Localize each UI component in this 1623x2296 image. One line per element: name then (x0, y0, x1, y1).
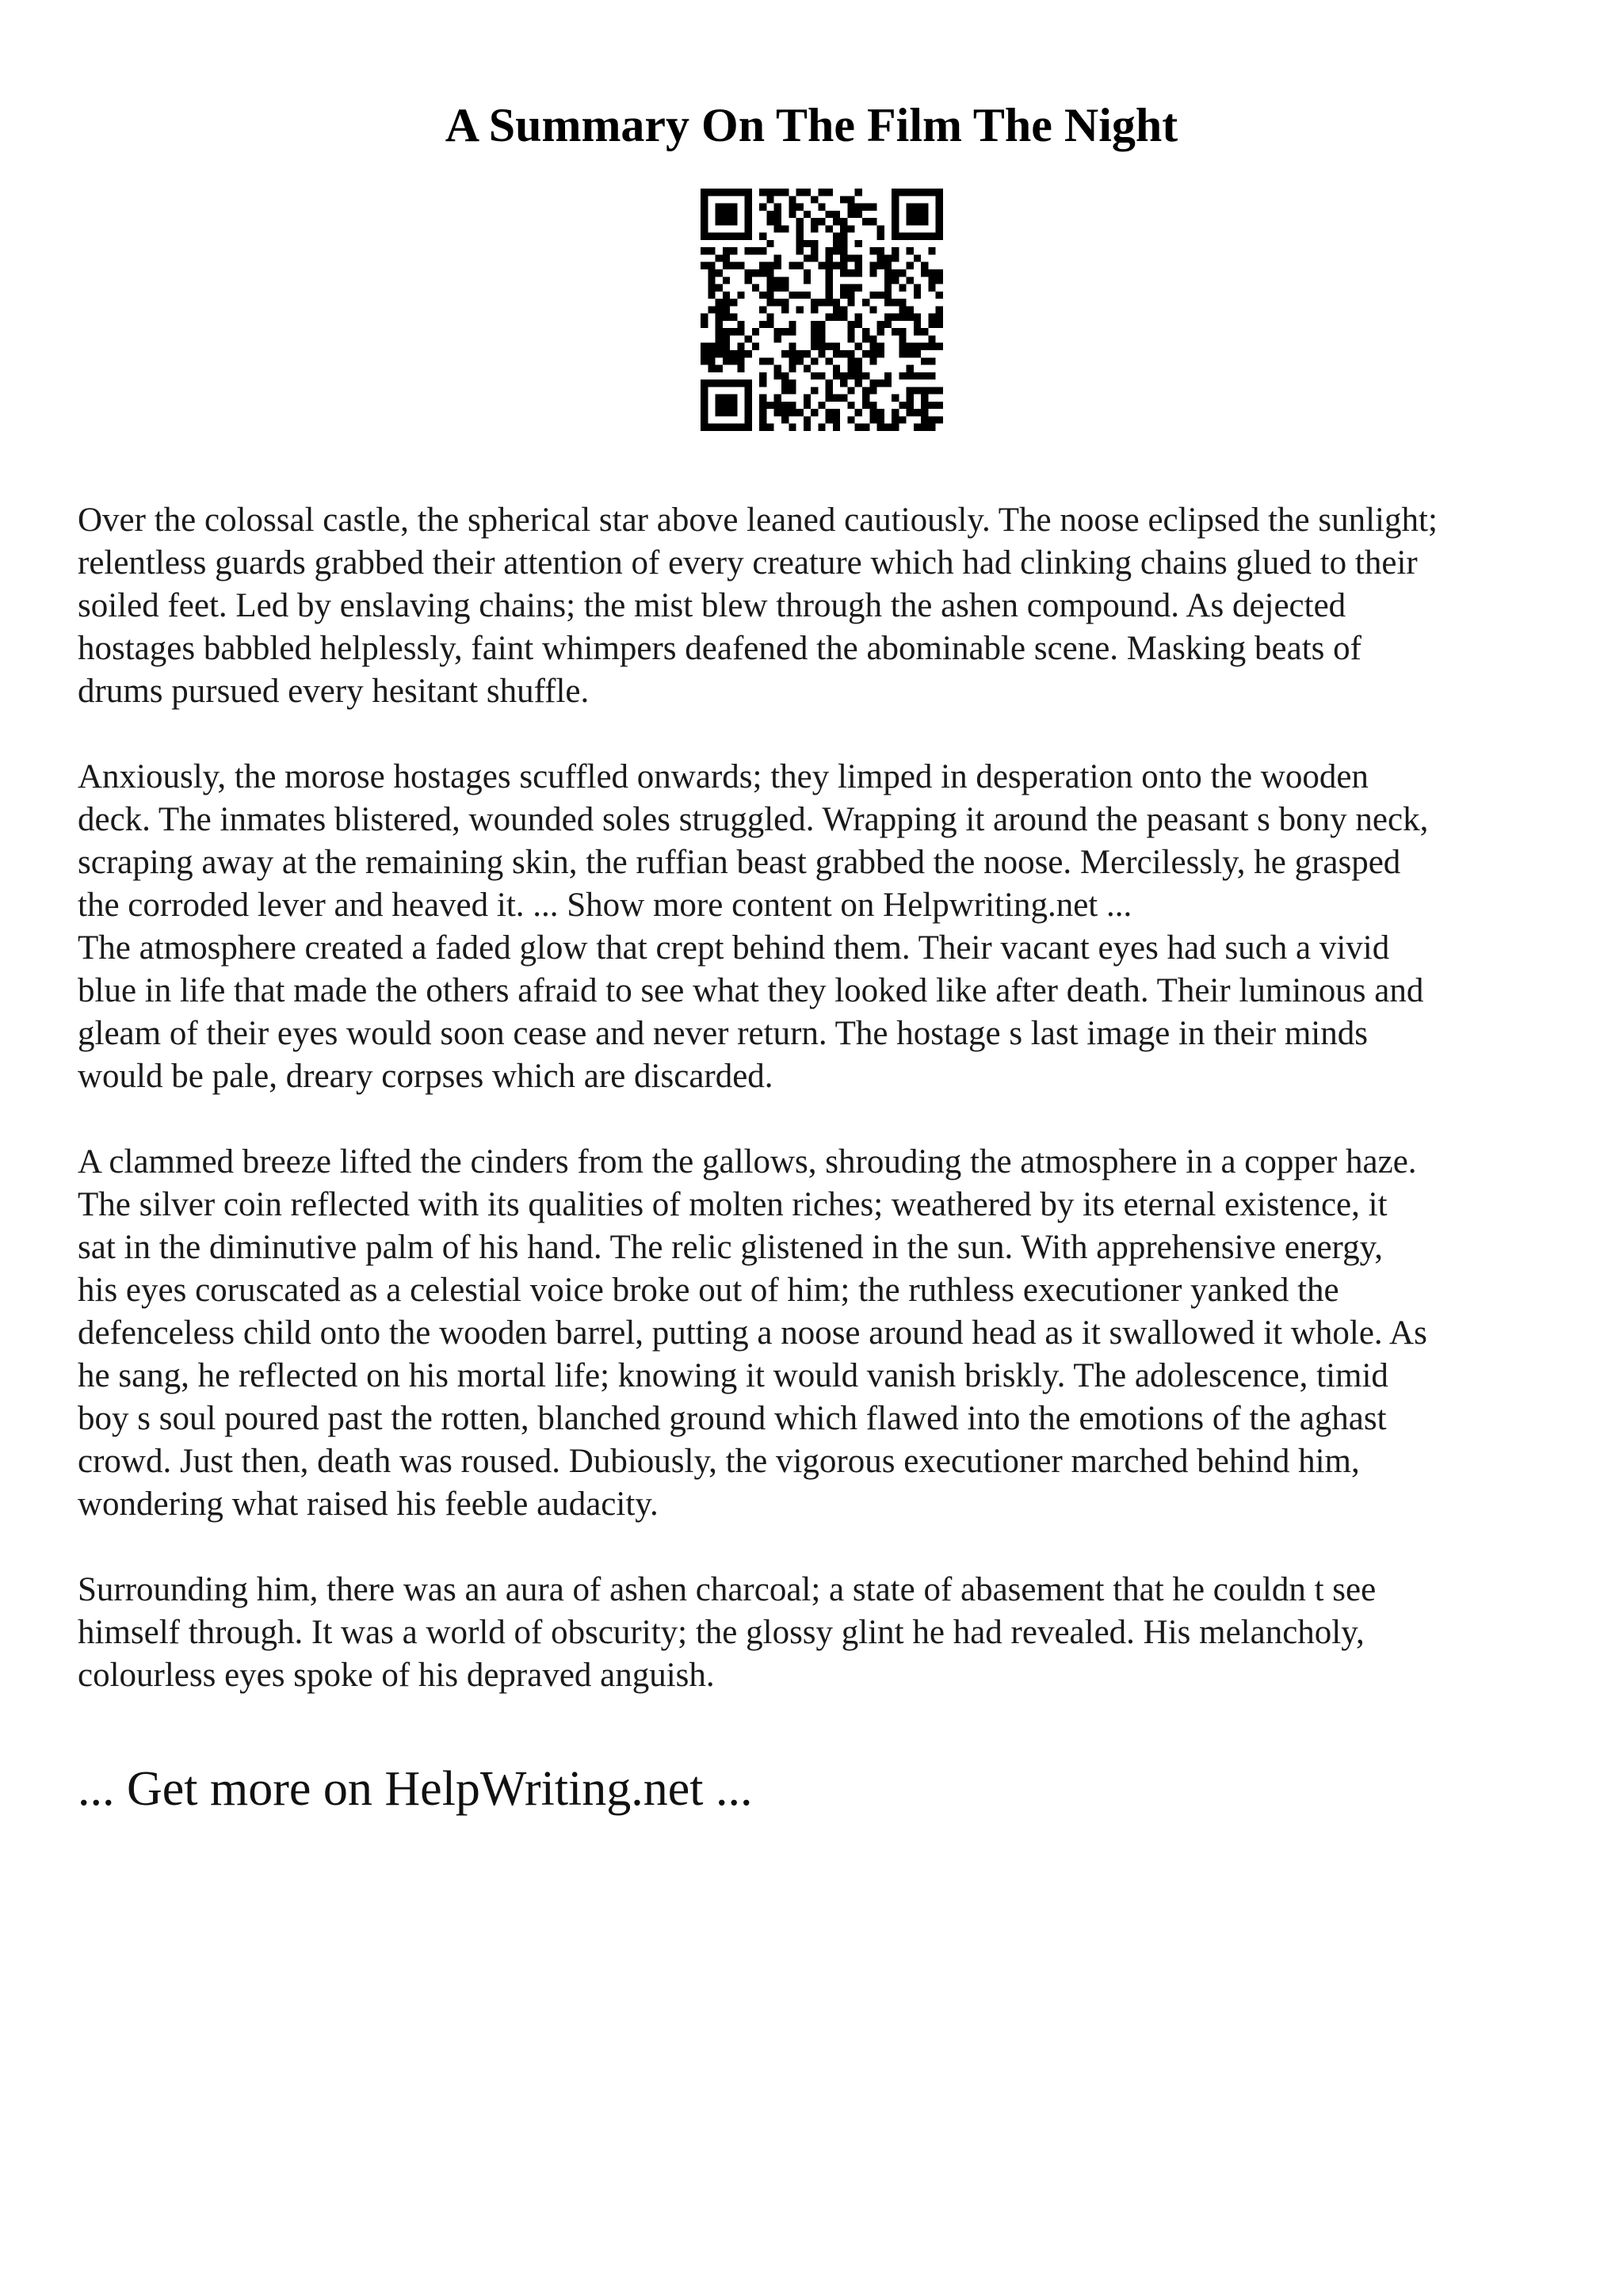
paragraph (78, 1569, 1568, 1697)
text-line: Over the colossal castle, the spherical star above leaned cautiously. The noose eclipsed the sunlight; (78, 502, 1438, 539)
text-line: his eyes coruscated as a celestial voice broke out of him; the ruthless executioner yanked the (78, 1272, 1339, 1309)
text-line: gleam of their eyes would soon cease and never return. The hostage s last image in their minds (78, 1015, 1368, 1052)
qr-code-icon (701, 189, 943, 431)
text-line: sat in the diminutive palm of his hand. The relic glistened in the sun. With apprehensive energy, (78, 1229, 1384, 1266)
text-line: soiled feet. Led by enslaving chains; the mist blew through the ashen compound. As dejected (78, 587, 1346, 624)
text-line: The atmosphere created a faded glow that crept behind them. Their vacant eyes had such a vivid (78, 929, 1390, 967)
article-body (78, 499, 1568, 1697)
text-line: colourless eyes spoke of his depraved anguish. (78, 1657, 715, 1694)
text-line: wondering what raised his feeble audacity. (78, 1486, 659, 1523)
text-line: relentless guards grabbed their attention of every creature which had clinking chains glued to their (78, 544, 1418, 582)
text-line: hostages babbled helplessly, faint whimpers deafened the abominable scene. Masking beats of (78, 630, 1361, 667)
text-line: the corroded lever and heaved it. ... Show more content on Helpwriting.net ... (78, 887, 1132, 924)
text-line: would be pale, dreary corpses which are discarded. (78, 1058, 773, 1095)
text-line: defenceless child onto the wooden barrel, putting a noose around head as it swallowed it whole. As (78, 1314, 1427, 1352)
text-line: Anxiously, the morose hostages scuffled onwards; they limped in desperation onto the wooden (78, 758, 1369, 795)
text-line: crowd. Just then, death was roused. Dubiously, the vigorous executioner marched behind him, (78, 1443, 1360, 1480)
paragraph (78, 1141, 1568, 1526)
text-line: A clammed breeze lifted the cinders from the gallows, shrouding the atmosphere in a copper haze. (78, 1143, 1417, 1180)
text-line: boy s soul poured past the rotten, blanched ground which flawed into the emotions of the aghast (78, 1400, 1387, 1437)
text-line: blue in life that made the others afraid to see what they looked like after death. Their luminous and (78, 972, 1424, 1009)
footer-link-text[interactable]: ... Get more on HelpWriting.net ... (78, 1762, 753, 1816)
document-title: A Summary On The Film The Night (445, 99, 1178, 151)
text-line: Surrounding him, there was an aura of ashen charcoal; a state of abasement that he couldn t see (78, 1571, 1377, 1608)
paragraph (78, 756, 1568, 1098)
text-line: scraping away at the remaining skin, the ruffian beast grabbed the noose. Mercilessly, he grasped (78, 844, 1401, 881)
text-line: deck. The inmates blistered, wounded soles struggled. Wrapping it around the peasant s bony neck, (78, 801, 1429, 838)
text-line: he sang, he reflected on his mortal life; knowing it would vanish briskly. The adolescence, timid (78, 1357, 1388, 1394)
text-line: himself through. It was a world of obscurity; the glossy glint he had revealed. His melancholy, (78, 1614, 1365, 1651)
text-line: The silver coin reflected with its qualities of molten riches; weathered by its eternal existence, it (78, 1186, 1388, 1223)
text-line: drums pursued every hesitant shuffle. (78, 673, 590, 710)
paragraph (78, 499, 1568, 713)
